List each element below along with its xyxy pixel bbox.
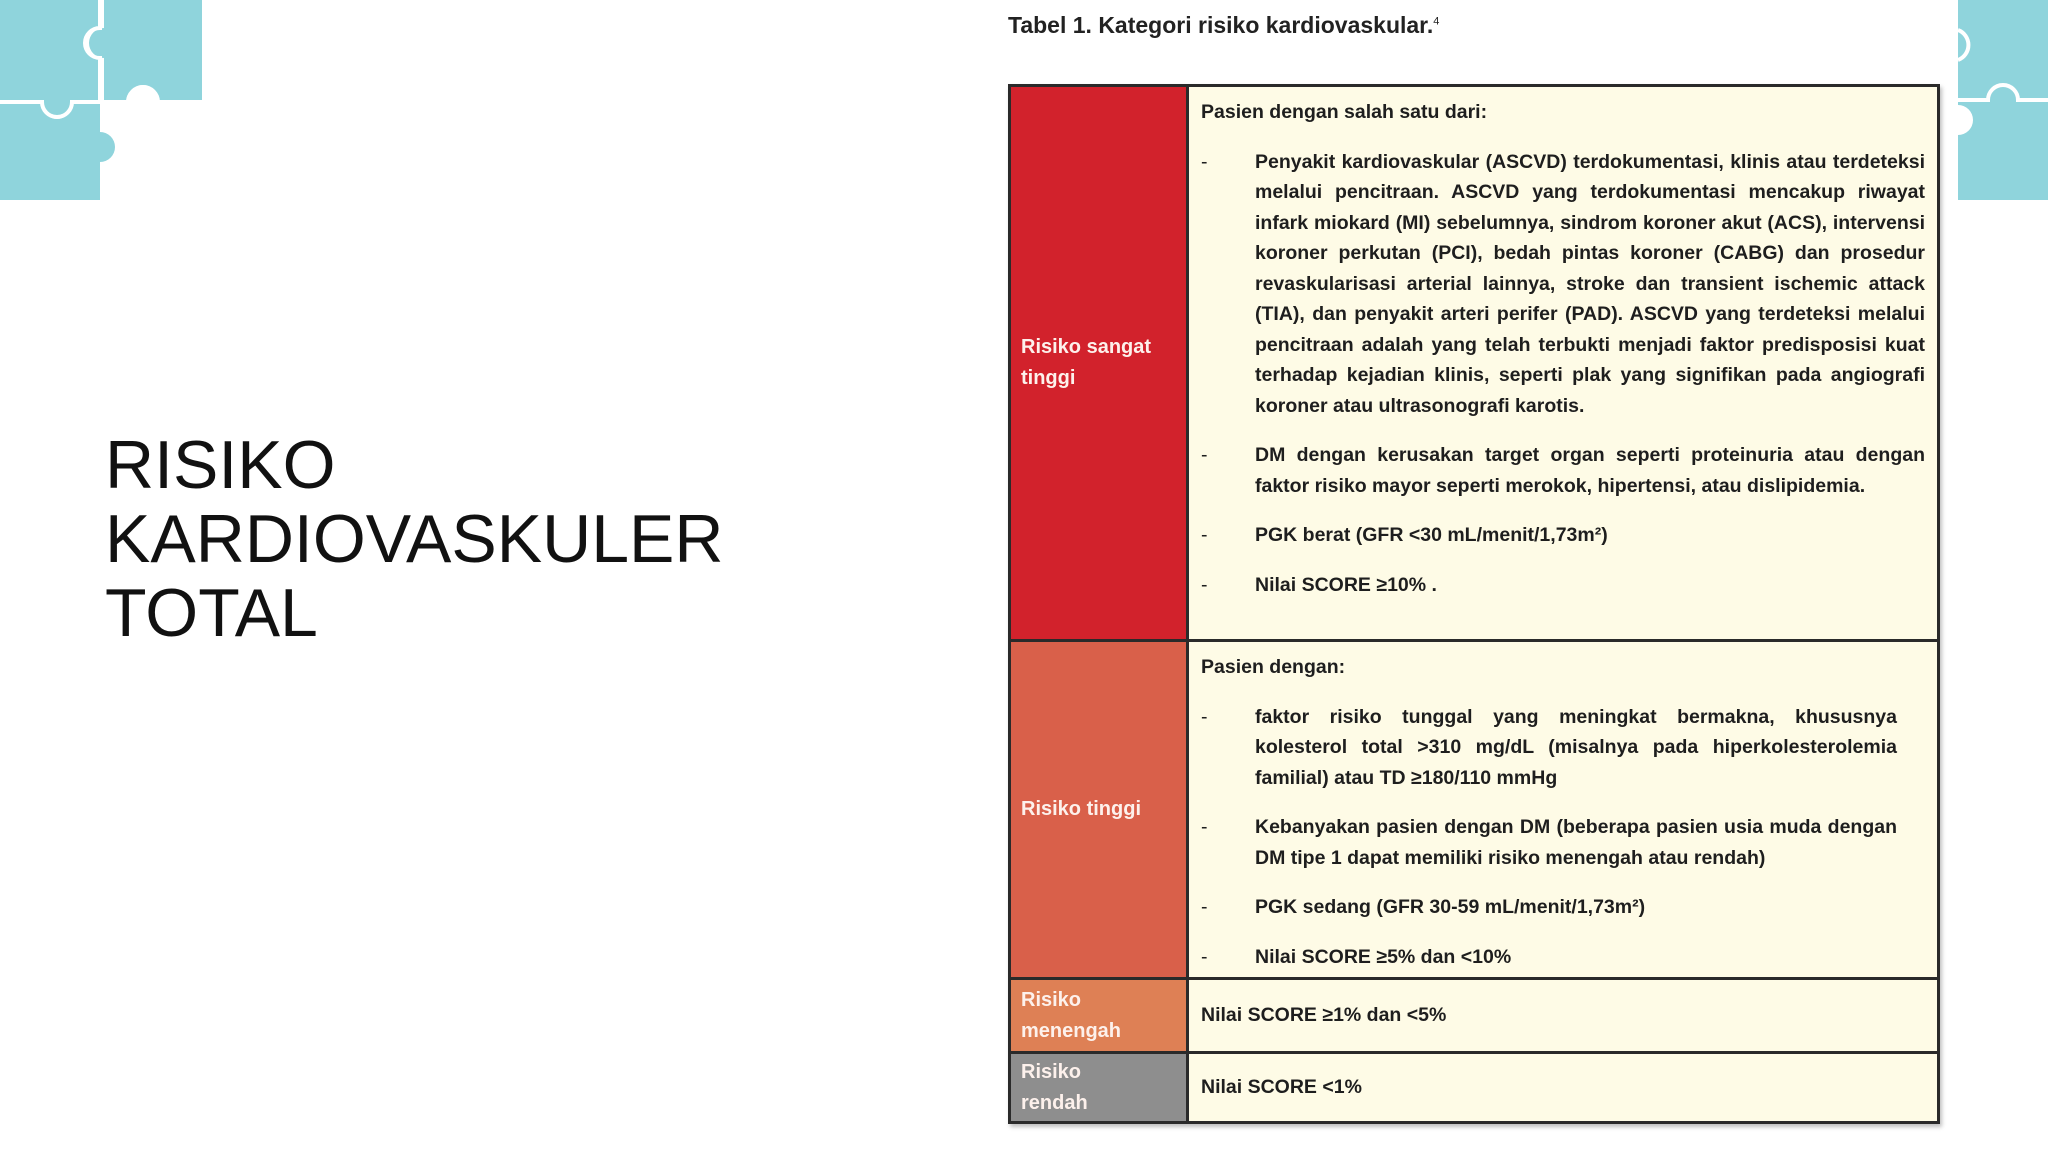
criteria-item <box>1201 892 1897 923</box>
bullet-dash: - <box>1201 945 1208 968</box>
risk-label-medium <box>1011 980 1189 1051</box>
table-caption <box>1008 12 1439 39</box>
table-caption-ref: 4 <box>1433 15 1440 28</box>
criteria-text: faktor risiko tunggal yang meningkat bermakna, khususnya kolesterol total >310 mg/dL (misalnya pada hiperkolesterolemia familial) atau TD ≥180/110 mmHg <box>1255 705 1897 789</box>
title-line: TOTAL <box>105 575 318 651</box>
criteria-text: Penyakit kardiovaskular (ASCVD) terdokumentasi, klinis atau terdeteksi melalui pencitraan. ASCVD yang terdokumentasi mencakup riwayat infark miokard (MI) sebelumnya, sindrom koroner akut (ACS), intervensi koroner perkutan (PCI), bedah pintas koroner (CABG) dan prosedur revaskularisasi arterial lainnya, stroke dan transient ischemic attack (TIA), dan penyakit arteri perifer (PAD). ASCVD yang terdeteksi melalui pencitraan adalah yang telah terbukti menjadi faktor predisposisi kuat terhadap kejadian klinis, seperti plak yang signifikan pada angiografi koroner atau ultrasonografi karotis. <box>1255 150 1925 417</box>
criteria-item <box>1201 570 1925 601</box>
risk-label-line: menengah <box>1021 1019 1122 1042</box>
criteria-item <box>1201 147 1925 422</box>
criteria-item <box>1201 440 1925 501</box>
puzzle-piece <box>0 0 100 115</box>
puzzle-decoration-top-right <box>1958 0 2048 200</box>
risk-label-line: rendah <box>1021 1091 1088 1114</box>
bullet-dash: - <box>1201 896 1208 918</box>
criteria-item <box>1201 942 1897 973</box>
criteria-text: Nilai SCORE <1% <box>1201 1076 1362 1099</box>
criteria-text: Nilai SCORE ≥5% dan <10% <box>1255 945 1512 968</box>
risk-label-line: Risiko <box>1021 988 1082 1011</box>
risk-label-high: Risiko tinggi <box>1011 642 1189 977</box>
risk-category-table <box>1008 84 1940 1124</box>
title-line: KARDIOVASKULER <box>105 501 724 577</box>
risk-row-high <box>1011 642 1937 980</box>
risk-row-low <box>1011 1054 1937 1121</box>
criteria-text: Nilai SCORE ≥1% dan <5% <box>1201 1004 1447 1027</box>
risk-row-medium <box>1011 980 1937 1054</box>
puzzle-piece <box>89 0 202 100</box>
criteria-text: PGK berat (GFR <30 mL/menit/1,73m²) <box>1255 524 1608 546</box>
bullet-dash: - <box>1201 444 1208 466</box>
criteria-text: Kebanyakan pasien dengan DM (beberapa pasien usia muda dengan DM tipe 1 dapat memiliki risiko menengah atau rendah) <box>1255 816 1897 869</box>
table-caption-text: Tabel 1. Kategori risiko kardiovaskular. <box>1008 12 1434 38</box>
criteria-item <box>1201 812 1897 873</box>
criteria-text: DM dengan kerusakan target organ seperti proteinuria atau dengan faktor risiko mayor seperti merokok, hipertensi, atau dislipidemia. <box>1255 444 1925 497</box>
criteria-text: Nilai SCORE ≥10% . <box>1255 573 1437 596</box>
risk-criteria-very-high <box>1189 87 1937 639</box>
criteria-item <box>1201 520 1925 551</box>
risk-criteria-high <box>1189 642 1937 977</box>
risk-criteria-low <box>1189 1054 1937 1121</box>
risk-label-low <box>1011 1054 1189 1121</box>
bullet-dash: - <box>1201 573 1208 596</box>
criteria-item <box>1201 702 1897 794</box>
risk-row-very-high <box>1011 87 1937 642</box>
bullet-dash: - <box>1201 705 1208 728</box>
criteria-text: PGK sedang (GFR 30-59 mL/menit/1,73m²) <box>1255 896 1646 918</box>
criteria-intro: Pasien dengan salah satu dari: <box>1201 101 1488 123</box>
bullet-dash: - <box>1201 524 1208 546</box>
risk-criteria-medium <box>1189 980 1937 1051</box>
puzzle-decoration-top-left <box>0 0 205 205</box>
risk-label-very-high: Risiko sangat tinggi <box>1011 87 1189 639</box>
bullet-dash: - <box>1201 150 1208 173</box>
title-line: RISIKO <box>105 427 336 503</box>
slide-title <box>105 428 723 650</box>
bullet-dash: - <box>1201 816 1208 838</box>
criteria-intro: Pasien dengan: <box>1201 656 1346 678</box>
risk-label-line: Risiko <box>1021 1060 1082 1083</box>
